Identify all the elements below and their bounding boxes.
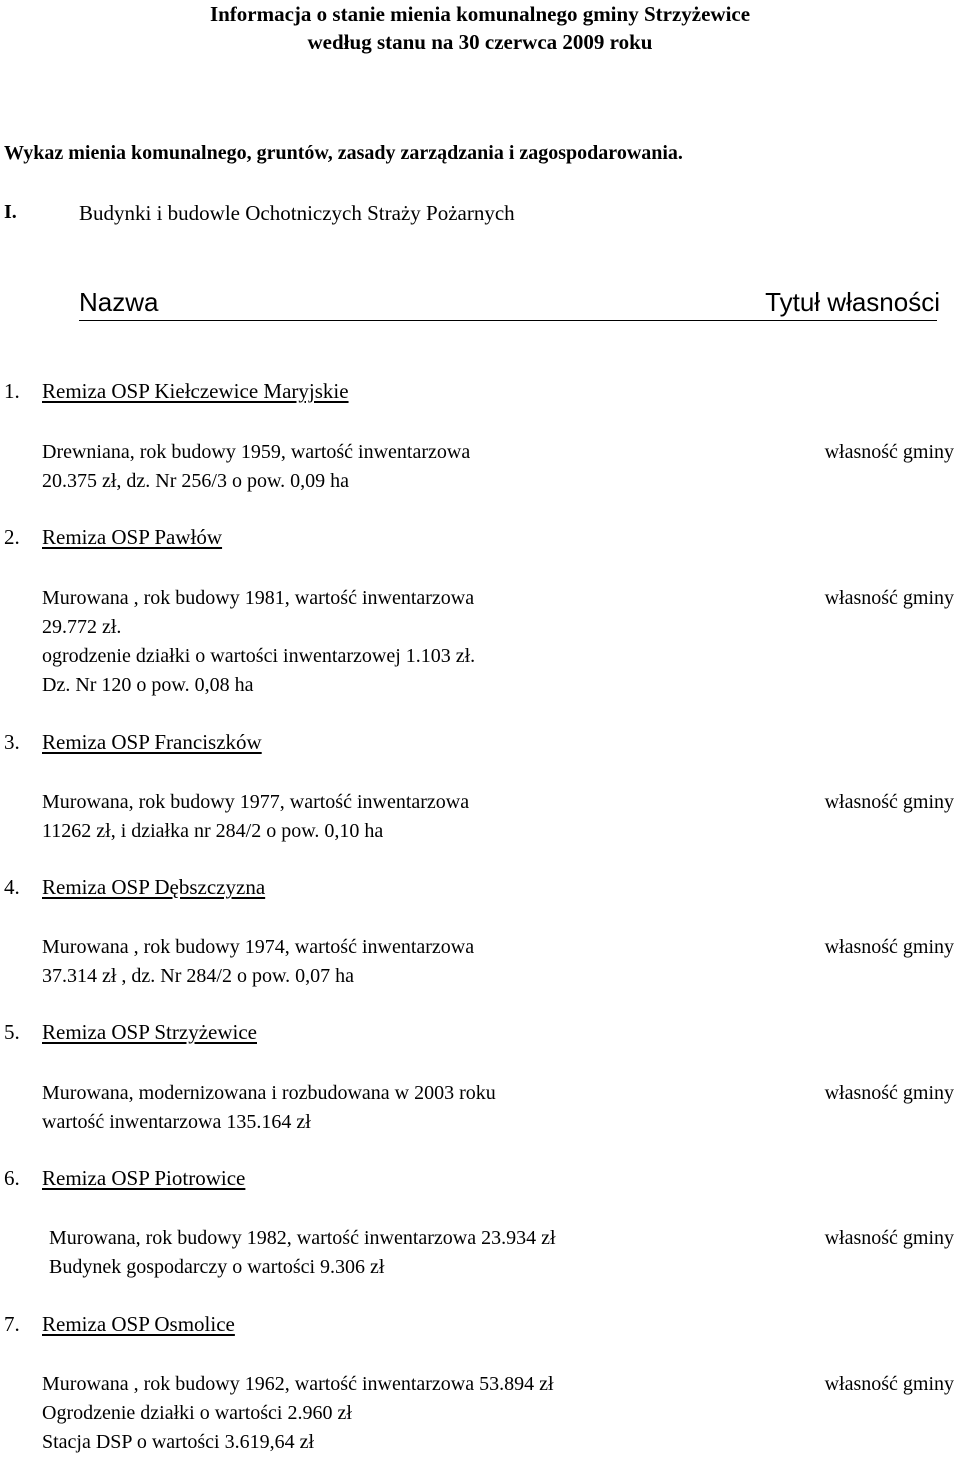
item-line: Murowana , rok budowy 1974, wartość inwentarzowa: [42, 936, 475, 958]
item-number: 2.: [4, 525, 20, 549]
item-number: 7.: [4, 1312, 20, 1336]
ownership-value: własność gminy: [824, 441, 954, 463]
ownership-value: własność gminy: [824, 936, 954, 958]
ownership-value: własność gminy: [824, 587, 954, 609]
item-line: 11262 zł, i działka nr 284/2 o pow. 0,10 ha: [42, 820, 384, 842]
header-rule: [79, 320, 937, 321]
item-line: Drewniana, rok budowy 1959, wartość inwentarzowa: [42, 441, 471, 463]
column-name-header: Nazwa: [79, 287, 159, 317]
item-name: Remiza OSP Piotrowice: [42, 1166, 246, 1190]
item-line: Murowana, modernizowana i rozbudowana w 2003 roku: [42, 1082, 496, 1104]
item-line: wartość inwentarzowa 135.164 zł: [42, 1111, 311, 1133]
wykaz-heading: Wykaz mienia komunalnego, gruntów, zasady zarządzania i zagospodarowania.: [4, 142, 683, 164]
item-line: ogrodzenie działki o wartości inwentarzowej 1.103 zł.: [42, 645, 476, 667]
item-number: 1.: [4, 379, 20, 403]
title-line-2: według stanu na 30 czerwca 2009 roku: [307, 30, 653, 54]
item-line: Murowana, rok budowy 1977, wartość inwentarzowa: [42, 791, 470, 813]
item-name: Remiza OSP Franciszków: [42, 730, 262, 754]
item-number: 5.: [4, 1020, 20, 1044]
item-line: 20.375 zł, dz. Nr 256/3 o pow. 0,09 ha: [42, 470, 349, 492]
column-ownership-header: Tytuł własności: [765, 287, 940, 317]
item-name: Remiza OSP Dębszczyzna: [42, 875, 266, 899]
title-line-1: Informacja o stanie mienia komunalnego gminy Strzyżewice: [209, 2, 751, 26]
item-line: Stacja DSP o wartości 3.619,64 zł: [42, 1431, 315, 1453]
item-number: 3.: [4, 730, 20, 754]
item-line: 29.772 zł.: [42, 616, 122, 638]
ownership-value: własność gminy: [824, 1227, 954, 1249]
item-line: Murowana , rok budowy 1962, wartość inwentarzowa 53.894 zł: [42, 1373, 554, 1395]
section-number: I.: [4, 201, 17, 223]
item-name: Remiza OSP Osmolice: [42, 1312, 235, 1336]
item-line: Murowana, rok budowy 1982, wartość inwentarzowa 23.934 zł: [49, 1227, 556, 1249]
item-number: 6.: [4, 1166, 20, 1190]
item-line: Dz. Nr 120 o pow. 0,08 ha: [42, 674, 254, 696]
item-line: Ogrodzenie działki o wartości 2.960 zł: [42, 1402, 352, 1424]
item-line: Murowana , rok budowy 1981, wartość inwentarzowa: [42, 587, 475, 609]
ownership-value: własność gminy: [824, 791, 954, 813]
item-number: 4.: [4, 875, 20, 899]
item-name: Remiza OSP Kiełczewice Maryjskie: [42, 379, 349, 403]
item-name: Remiza OSP Strzyżewice: [42, 1020, 257, 1044]
item-name: Remiza OSP Pawłów: [42, 525, 223, 549]
ownership-value: własność gminy: [824, 1082, 954, 1104]
item-line: 37.314 zł , dz. Nr 284/2 o pow. 0,07 ha: [42, 965, 354, 987]
ownership-value: własność gminy: [824, 1373, 954, 1395]
item-line: Budynek gospodarczy o wartości 9.306 zł: [49, 1256, 385, 1278]
section-title: Budynki i budowle Ochotniczych Straży Pożarnych: [79, 201, 515, 225]
